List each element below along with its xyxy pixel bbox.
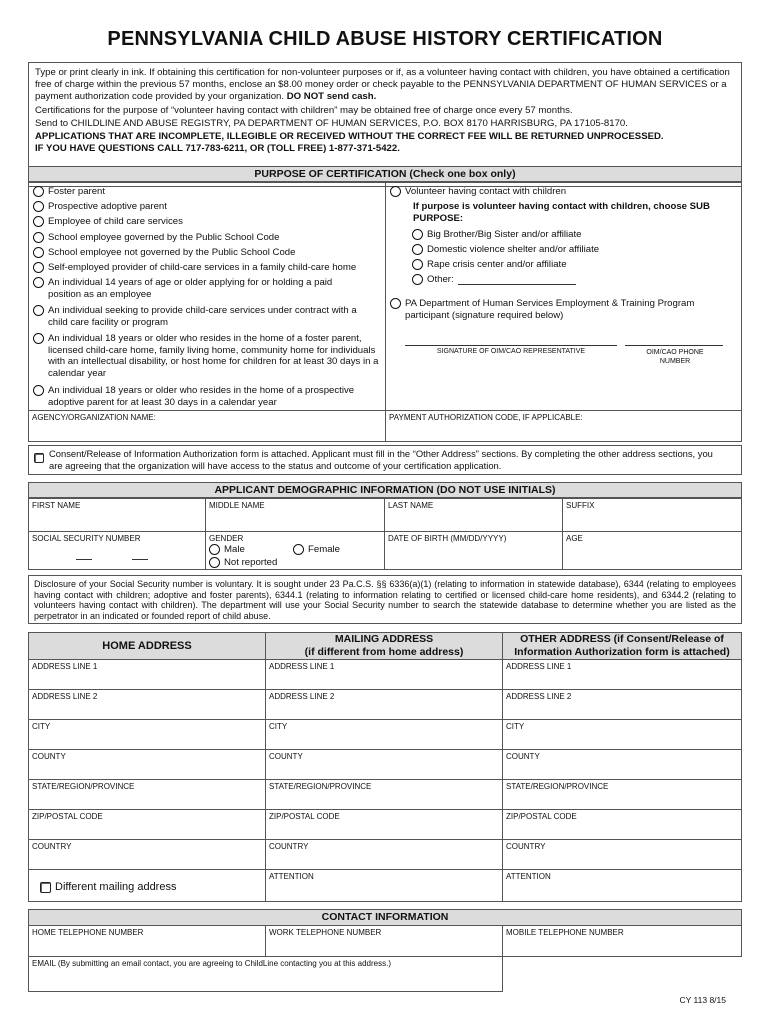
phone-label: OIM/CAO PHONE NUMBER	[646, 349, 704, 365]
field-label: COUNTRY	[32, 842, 72, 851]
ssn-separator	[132, 559, 148, 560]
gender-not-reported[interactable]: Not reported	[209, 557, 299, 569]
gender-female[interactable]: Female	[293, 544, 363, 556]
radio-circle-icon[interactable]	[33, 333, 44, 344]
email-label: EMAIL (By submitting an email contact, you are agreeing to ChildLine contacting you at this address.)	[32, 959, 392, 968]
radio-circle-icon[interactable]	[33, 201, 44, 212]
other-address-header	[502, 632, 742, 660]
option-resident-18-foster[interactable]: An individual 18 years or older who resides in the home of a foster parent, licensed child-care home, family living home, community home for individuals with an intellectual disability, or host home for children for at least 30 days in a calendar year	[33, 333, 381, 379]
mobile-phone-label: MOBILE TELEPHONE NUMBER	[506, 928, 624, 937]
other-attention[interactable]	[502, 869, 742, 902]
radio-circle-icon[interactable]	[209, 557, 220, 568]
home-city[interactable]	[28, 719, 266, 750]
mailing-attention[interactable]	[265, 869, 503, 902]
ssn-separator	[76, 559, 92, 560]
mobile-phone-field[interactable]	[502, 925, 742, 957]
gender-male[interactable]: Male	[209, 544, 279, 556]
page-title: PENNSYLVANIA CHILD ABUSE HISTORY CERTIFICATION	[107, 28, 663, 50]
dob-label: DATE OF BIRTH (MM/DD/YYYY)	[388, 534, 507, 543]
radio-circle-icon[interactable]	[33, 277, 44, 288]
field-label: ADDRESS LINE 2	[269, 692, 335, 701]
field-label: ZIP/POSTAL CODE	[269, 812, 340, 821]
option-pa-dept-employment[interactable]: PA Department of Human Services Employment & Training Program participant (signature required below)	[390, 298, 730, 321]
mailing-county[interactable]	[265, 749, 503, 780]
work-phone-field[interactable]	[265, 925, 503, 957]
field-label: ADDRESS LINE 1	[32, 662, 98, 671]
field-label: COUNTY	[32, 752, 66, 761]
signature-line[interactable]	[405, 345, 617, 346]
field-label: ZIP/POSTAL CODE	[506, 812, 577, 821]
home-address-header: HOME ADDRESS	[28, 632, 266, 660]
sub-option-domestic-violence[interactable]: Domestic violence shelter and/or affiliate	[412, 244, 732, 256]
sub-option-rape-crisis[interactable]: Rape crisis center and/or affiliate	[412, 259, 732, 271]
consent-text: Consent/Release of Information Authorization form is attached. Applicant must fill in the “Other Address” sections. By completing the other address sections, you are agreeing that the organization will have access to the status and outcome of your certification application.	[49, 448, 713, 471]
instructions-warning: APPLICATIONS THAT ARE INCOMPLETE, ILLEGIBLE OR RECEIVED WITHOUT THE CORRECT FEE WILL BE RETURNED UNPROCESSED.	[35, 131, 664, 143]
option-contract-child-care[interactable]: An individual seeking to provide child-care services under contract with a child care facility or program	[33, 305, 378, 328]
sub-option-other[interactable]: Other:	[412, 274, 472, 286]
mailing-address-line2[interactable]	[265, 689, 503, 720]
mailing-header-line1: MAILING ADDRESS	[334, 633, 434, 645]
option-prospective-adoptive-parent[interactable]: Prospective adoptive parent	[33, 201, 378, 213]
work-phone-label: WORK TELEPHONE NUMBER	[269, 928, 382, 937]
other-country[interactable]	[502, 839, 742, 870]
consent-checkbox[interactable]	[34, 449, 48, 467]
dob-field[interactable]	[384, 531, 563, 570]
purpose-header: PURPOSE OF CERTIFICATION (Check one box only)	[28, 166, 742, 182]
other-city[interactable]	[502, 719, 742, 750]
home-county[interactable]	[28, 749, 266, 780]
other-address-line1[interactable]	[502, 659, 742, 690]
volunteer-sub-heading: If purpose is volunteer having contact with children, choose SUB PURPOSE:	[413, 201, 710, 224]
other-header-line2: Information Authorization form is attached)	[514, 645, 730, 658]
other-header-line1: OTHER ADDRESS (if Consent/Release of	[520, 633, 724, 645]
field-label: STATE/REGION/PROVINCE	[32, 782, 135, 791]
agency-label: AGENCY/ORGANIZATION NAME:	[32, 413, 156, 422]
radio-circle-icon[interactable]	[412, 229, 423, 240]
radio-circle-icon[interactable]	[33, 305, 44, 316]
different-mailing-label: Different mailing address	[55, 881, 177, 893]
home-country[interactable]	[28, 839, 266, 870]
checkbox-icon[interactable]	[40, 882, 51, 893]
field-label: CITY	[32, 722, 51, 731]
field-label: COUNTRY	[269, 842, 309, 851]
field-label: ADDRESS LINE 1	[506, 662, 572, 671]
middle-name-field[interactable]	[205, 498, 385, 532]
radio-circle-icon[interactable]	[390, 186, 401, 197]
radio-circle-icon[interactable]	[412, 274, 423, 285]
option-resident-18-adoptive[interactable]: An individual 18 years or older who resides in the home of a prospective adoptive parent for at least 30 days in a calendar year	[33, 385, 381, 408]
radio-circle-icon[interactable]	[412, 259, 423, 270]
radio-circle-icon[interactable]	[33, 216, 44, 227]
sub-option-big-brother[interactable]: Big Brother/Big Sister and/or affiliate	[412, 229, 732, 241]
first-name-field[interactable]	[28, 498, 206, 532]
field-label: COUNTY	[269, 752, 303, 761]
age-label: AGE	[566, 534, 583, 543]
age-field[interactable]	[562, 531, 742, 570]
gender-label: GENDER	[209, 534, 244, 543]
option-school-employee-not-psc[interactable]: School employee not governed by the Public School Code	[33, 247, 378, 259]
field-label: ADDRESS LINE 1	[269, 662, 335, 671]
email-field[interactable]	[28, 956, 503, 992]
demographic-header: APPLICANT DEMOGRAPHIC INFORMATION (DO NOT USE INITIALS)	[28, 482, 742, 498]
home-phone-field[interactable]	[28, 925, 266, 957]
agency-cell[interactable]	[28, 410, 386, 442]
option-volunteer[interactable]: Volunteer having contact with children	[390, 186, 735, 198]
field-label: STATE/REGION/PROVINCE	[269, 782, 372, 791]
field-label: ATTENTION	[506, 872, 551, 881]
suffix-field[interactable]	[562, 498, 742, 532]
other-zip[interactable]	[502, 809, 742, 840]
radio-circle-icon[interactable]	[209, 544, 220, 555]
radio-circle-icon[interactable]	[412, 244, 423, 255]
home-state[interactable]	[28, 779, 266, 810]
field-label: STATE/REGION/PROVINCE	[506, 782, 609, 791]
instructions-p3: Send to CHILDLINE AND ABUSE REGISTRY, PA DEPARTMENT OF HUMAN SERVICES, P.O. BOX 8170 HARRISBURG, PA 17105-8170.	[35, 117, 628, 129]
radio-circle-icon[interactable]	[33, 232, 44, 243]
field-label: ADDRESS LINE 2	[32, 692, 98, 701]
phone-line[interactable]	[625, 345, 723, 346]
ssn-label: SOCIAL SECURITY NUMBER	[32, 534, 141, 543]
other-input-line[interactable]	[458, 284, 576, 285]
mailing-address-line1[interactable]	[265, 659, 503, 690]
other-county[interactable]	[502, 749, 742, 780]
field-label: CITY	[506, 722, 525, 731]
other-state[interactable]	[502, 779, 742, 810]
mailing-header-line2: (if different from home address)	[304, 645, 464, 658]
option-school-employee-psc[interactable]: School employee governed by the Public School Code	[33, 232, 378, 244]
field-label: COUNTRY	[506, 842, 546, 851]
home-zip[interactable]	[28, 809, 266, 840]
field-label: ATTENTION	[269, 872, 314, 881]
mailing-state[interactable]	[265, 779, 503, 810]
radio-circle-icon[interactable]	[33, 385, 44, 396]
mailing-address-header	[265, 632, 503, 660]
form-number: CY 113 8/15	[679, 995, 726, 1005]
mailing-city[interactable]	[265, 719, 503, 750]
last-name-field[interactable]	[384, 498, 563, 532]
radio-circle-icon[interactable]	[33, 262, 44, 273]
option-self-employed-provider[interactable]: Self-employed provider of child-care services in a family child-care home	[33, 262, 378, 274]
field-label: ADDRESS LINE 2	[506, 692, 572, 701]
first-name-label: FIRST NAME	[32, 501, 81, 510]
option-paid-employee-14[interactable]: An individual 14 years of age or older applying for or holding a paid position as an employee	[33, 277, 353, 300]
radio-circle-icon[interactable]	[33, 186, 44, 197]
ssn-disclosure: Disclosure of your Social Security number is voluntary. It is sought under 23 Pa.C.S. §§ 6336(a)(1) (relating to information in statewide database), 6344 (relating to employees having contact with children; adoptive and foster parents), 6344.1 (relating to information relating to certified or licensed child-care home residents), and 6344.2 (relating to volunteers having contact with children). The department will use your Social Security number to search the statewide database to determine whether you are listed as the perpetrator in an indicated or founded report of child abuse.	[28, 575, 742, 624]
instructions-p1: Type or print clearly in ink. If obtaining this certification for non-volunteer purposes or if, as a volunteer having contact with children, you have obtained a certification free of charge within the previous 57 months, enclose an $8.00 money order or check payable to the PENNSYLVANIA DEPARTMENT OF HUMAN SERVICES or a payment authorization code provided by your organization.	[35, 67, 730, 103]
instructions-no-cash: DO NOT send cash.	[286, 91, 377, 103]
suffix-label: SUFFIX	[566, 501, 595, 510]
mailing-zip[interactable]	[265, 809, 503, 840]
other-address-line2[interactable]	[502, 689, 742, 720]
field-label: ZIP/POSTAL CODE	[32, 812, 103, 821]
radio-circle-icon[interactable]	[293, 544, 304, 555]
last-name-label: LAST NAME	[388, 501, 434, 510]
radio-circle-icon[interactable]	[390, 298, 401, 309]
contact-header: CONTACT INFORMATION	[28, 909, 742, 926]
option-child-care-employee[interactable]: Employee of child care services	[33, 216, 378, 228]
checkbox-icon[interactable]	[34, 453, 44, 463]
ssn-field[interactable]	[28, 531, 206, 570]
home-phone-label: HOME TELEPHONE NUMBER	[32, 928, 144, 937]
option-foster-parent[interactable]: Foster parent	[33, 186, 378, 198]
instructions-phone: IF YOU HAVE QUESTIONS CALL 717-783-6211, OR (TOLL FREE) 1-877-371-5422.	[35, 143, 400, 155]
home-address-line2[interactable]	[28, 689, 266, 720]
radio-circle-icon[interactable]	[33, 247, 44, 258]
different-mailing-checkbox[interactable]	[40, 881, 176, 893]
payment-code-label: PAYMENT AUTHORIZATION CODE, IF APPLICABLE:	[389, 413, 583, 422]
field-label: CITY	[269, 722, 288, 731]
field-label: COUNTY	[506, 752, 540, 761]
signature-label: SIGNATURE OF OIM/CAO REPRESENTATIVE	[436, 348, 586, 355]
home-address-line1[interactable]	[28, 659, 266, 690]
middle-name-label: MIDDLE NAME	[209, 501, 265, 510]
instructions-p2: Certifications for the purpose of “volunteer having contact with children” may be obtained free of charge once every 57 months.	[35, 104, 573, 116]
purpose-divider	[385, 182, 386, 410]
mailing-country[interactable]	[265, 839, 503, 870]
payment-code-cell[interactable]	[385, 410, 742, 442]
